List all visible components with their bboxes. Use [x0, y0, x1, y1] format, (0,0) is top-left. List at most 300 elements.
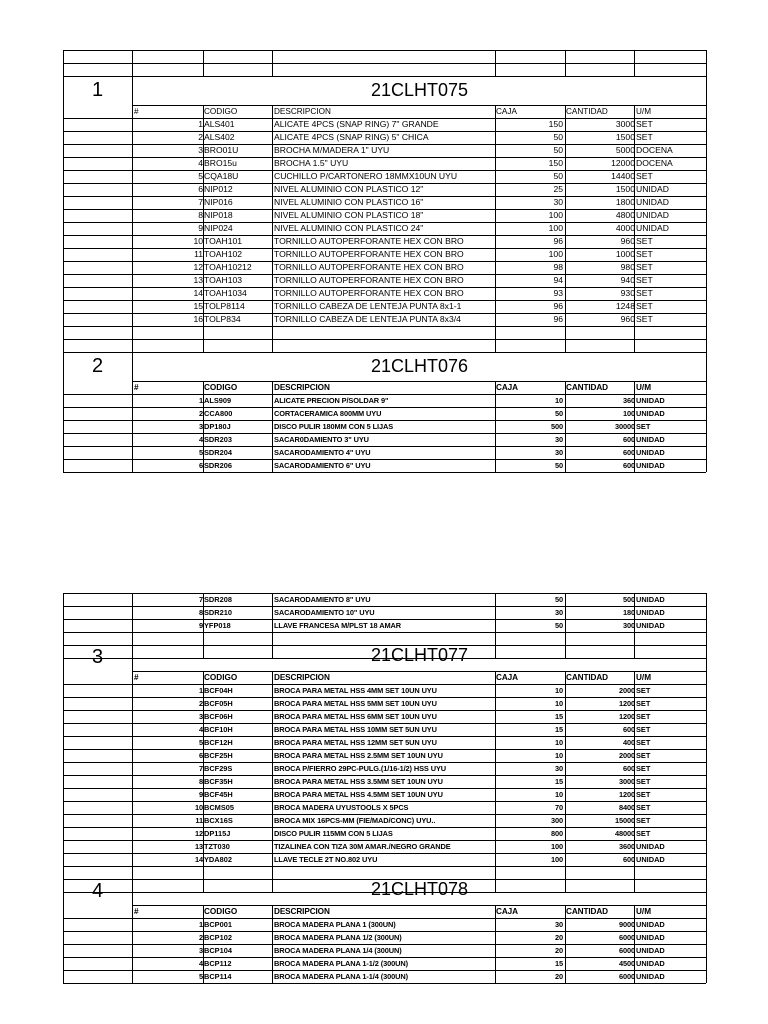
- column-header-descripcion: DESCRIPCION: [274, 383, 330, 392]
- cell: BROCHA M/MADERA 1" UYU: [274, 145, 390, 155]
- grid-line: [63, 381, 64, 394]
- grid-line: [495, 339, 496, 352]
- cell: 5: [198, 738, 203, 747]
- cell: SET: [636, 301, 653, 311]
- cell: 400: [622, 738, 635, 747]
- cell: BROCA PARA METAL HSS 4.5MM SET 10UN UYU: [274, 790, 443, 799]
- column-header-caja: CAJA: [496, 907, 518, 916]
- grid-line: [634, 326, 635, 339]
- cell: SDR204: [204, 448, 232, 457]
- cell: 3: [198, 422, 203, 431]
- cell: 30: [554, 764, 563, 773]
- cell: 10: [554, 738, 563, 747]
- cell: SACARODAMIENTO 4" UYU: [274, 448, 371, 457]
- grid-line: [706, 157, 707, 170]
- cell: 100: [550, 855, 563, 864]
- grid-line: [132, 905, 133, 918]
- grid-line: [706, 118, 707, 131]
- cell: 20: [554, 946, 563, 955]
- cell: 4: [198, 725, 203, 734]
- cell: BCF06H: [204, 712, 233, 721]
- grid-line: [706, 235, 707, 248]
- cell: SET: [636, 314, 653, 324]
- grid-line: [63, 50, 64, 63]
- cell: 2000: [618, 751, 635, 760]
- grid-line: [132, 105, 133, 118]
- grid-line: [706, 866, 707, 879]
- grid-line: [203, 105, 204, 118]
- cell: 3600: [618, 842, 635, 851]
- column-header-descripcion: DESCRIPCION: [274, 107, 331, 116]
- cell: 15: [554, 777, 563, 786]
- cell: BCP104: [204, 946, 232, 955]
- grid-line: [565, 866, 566, 879]
- grid-line: [63, 866, 64, 879]
- cell: ALS402: [204, 132, 235, 142]
- cell: ALICATE 4PCS (SNAP RING) 5" CHICA: [274, 132, 429, 142]
- grid-line: [706, 944, 707, 957]
- table-row: [63, 144, 706, 157]
- cell: 8: [198, 777, 203, 786]
- cell: SET: [636, 275, 653, 285]
- cell: 10: [554, 396, 563, 405]
- grid-line: [565, 339, 566, 352]
- cell: ALS401: [204, 119, 235, 129]
- grid-line: [203, 632, 204, 645]
- grid-line: [495, 632, 496, 645]
- column-header-cantidad: CANTIDAD: [566, 673, 608, 682]
- grid-line: [63, 339, 706, 340]
- column-header-num: #: [134, 383, 139, 392]
- cell: 300: [550, 816, 563, 825]
- cell: 70: [554, 803, 563, 812]
- grid-line: [63, 658, 64, 671]
- grid-line: [706, 814, 707, 827]
- cell: 25: [553, 184, 563, 194]
- table-row: [63, 697, 706, 710]
- grid-line: [63, 671, 64, 684]
- grid-line: [272, 866, 273, 879]
- grid-line: [272, 905, 273, 918]
- cell: TORNILLO AUTOPERFORANTE HEX CON BRO: [274, 262, 464, 272]
- table-row: [63, 684, 706, 697]
- grid-line: [706, 274, 707, 287]
- grid-line: [706, 710, 707, 723]
- table-row: [63, 606, 706, 619]
- grid-line: [132, 326, 133, 339]
- cell: ALS909: [204, 396, 232, 405]
- cell: UNIDAD: [636, 409, 665, 418]
- cell: UNIDAD: [636, 223, 669, 233]
- cell: NIP016: [204, 197, 233, 207]
- table-row: [63, 209, 706, 222]
- cell: 48000: [614, 829, 635, 838]
- cell: UNIDAD: [636, 210, 669, 220]
- cell: 15: [554, 712, 563, 721]
- grid-line: [706, 170, 707, 183]
- cell: 600: [622, 461, 635, 470]
- cell: 8400: [618, 803, 635, 812]
- table-row: [63, 446, 706, 459]
- grid-line: [706, 762, 707, 775]
- column-header-row: [63, 905, 706, 918]
- table-row: [63, 957, 706, 970]
- cell: UNIDAD: [636, 621, 665, 630]
- cell: BCX16S: [204, 816, 233, 825]
- column-header-cantidad: CANTIDAD: [566, 907, 608, 916]
- grid-line: [706, 76, 707, 105]
- cell: 100: [548, 210, 563, 220]
- cell: 500: [622, 595, 635, 604]
- cell: SET: [636, 764, 651, 773]
- grid-line: [706, 326, 707, 339]
- cell: BROCA P/FIERRO 29PC-PULG.(1/16-1/2) HSS UYU: [274, 764, 447, 773]
- cell: 1200: [618, 712, 635, 721]
- grid-line: [706, 433, 707, 446]
- cell: 600: [622, 435, 635, 444]
- cell: TOAH10212: [204, 262, 252, 272]
- cell: 150: [548, 119, 563, 129]
- cell: SET: [636, 686, 651, 695]
- cell: 2: [198, 132, 203, 142]
- cell: 8: [198, 608, 203, 617]
- cell: 9: [198, 621, 203, 630]
- grid-line: [706, 352, 707, 381]
- cell: 6000: [618, 933, 635, 942]
- cell: 15: [554, 725, 563, 734]
- cell: 940: [620, 275, 635, 285]
- cell: BCF04H: [204, 686, 233, 695]
- cell: SACARODAMIENTO 10" UYU: [274, 608, 375, 617]
- grid-line: [706, 801, 707, 814]
- grid-line: [706, 144, 707, 157]
- cell: 600: [622, 725, 635, 734]
- cell: 2: [198, 933, 203, 942]
- column-header-cantidad: CANTIDAD: [566, 383, 608, 392]
- grid-line: [706, 50, 707, 63]
- cell: 15000: [614, 816, 635, 825]
- grid-line: [63, 905, 64, 918]
- cell: 30: [554, 448, 563, 457]
- cell: 300: [622, 621, 635, 630]
- cell: 3000: [618, 777, 635, 786]
- grid-line: [706, 381, 707, 394]
- grid-line: [63, 50, 706, 51]
- cell: 4800: [615, 210, 635, 220]
- cell: UNIDAD: [636, 448, 665, 457]
- column-header-num: #: [134, 673, 139, 682]
- grid-line: [132, 352, 133, 381]
- section-title: 21CLHT078: [370, 879, 469, 899]
- cell: BCF10H: [204, 725, 233, 734]
- grid-line: [706, 697, 707, 710]
- cell: BROCA PARA METAL HSS 4MM SET 10UN UYU: [274, 686, 437, 695]
- cell: BROCA PARA METAL HSS 10MM SET 5UN UYU: [274, 725, 437, 734]
- section-title: 21CLHT076: [370, 355, 469, 376]
- section-title-band: [63, 352, 706, 381]
- table-row: [63, 235, 706, 248]
- grid-line: [706, 970, 707, 983]
- cell: SET: [636, 725, 651, 734]
- cell: SET: [636, 288, 653, 298]
- grid-line: [63, 632, 64, 645]
- grid-line: [272, 671, 273, 684]
- cell: 7: [198, 595, 203, 604]
- cell: 1500: [615, 132, 635, 142]
- cell: SET: [636, 816, 651, 825]
- cell: 4000: [615, 223, 635, 233]
- cell: TORNILLO AUTOPERFORANTE HEX CON BRO: [274, 249, 464, 259]
- cell: 1: [198, 686, 203, 695]
- grid-line: [272, 50, 273, 63]
- cell: 3: [198, 145, 203, 155]
- grid-line: [706, 606, 707, 619]
- grid-line: [63, 339, 64, 352]
- grid-line: [706, 593, 707, 606]
- cell: NIVEL ALUMINIO CON PLASTICO 12": [274, 184, 424, 194]
- grid-line: [706, 775, 707, 788]
- cell: SET: [636, 738, 651, 747]
- grid-line: [706, 905, 707, 918]
- grid-line: [706, 632, 707, 645]
- table-row: [63, 931, 706, 944]
- table-row: [63, 801, 706, 814]
- section-title: 21CLHT075: [370, 79, 469, 100]
- grid-line: [63, 352, 64, 381]
- cell: 12: [194, 829, 203, 838]
- cell: NIP024: [204, 223, 233, 233]
- cell: 4500: [618, 959, 635, 968]
- table-row: [63, 827, 706, 840]
- cell: BROCA PARA METAL HSS 2.5MM SET 10UN UYU: [274, 751, 443, 760]
- cell: TZT030: [204, 842, 230, 851]
- grid-line: [203, 381, 204, 394]
- cell: CQA18U: [204, 171, 239, 181]
- grid-line: [706, 723, 707, 736]
- grid-line: [706, 931, 707, 944]
- section-index: 2: [91, 354, 104, 377]
- grid-line: [495, 671, 496, 684]
- cell: UNIDAD: [636, 842, 665, 851]
- cell: BCF29S: [204, 764, 233, 773]
- section-title-band: [63, 645, 706, 671]
- cell: SACARODAMIENTO 6" UYU: [274, 461, 371, 470]
- column-header-codigo: CODIGO: [204, 673, 238, 682]
- cell: 980: [620, 262, 635, 272]
- cell: 100: [622, 409, 635, 418]
- grid-line: [634, 671, 635, 684]
- cell: 50: [554, 461, 563, 470]
- cell: SET: [636, 790, 651, 799]
- grid-line: [63, 632, 706, 633]
- grid-line: [132, 866, 133, 879]
- cell: TORNILLO AUTOPERFORANTE HEX CON BRO: [274, 275, 464, 285]
- column-header-caja: CAJA: [496, 107, 517, 116]
- cell: 30: [554, 920, 563, 929]
- grid-line: [565, 50, 566, 63]
- cell: UNIDAD: [636, 855, 665, 864]
- grid-line: [132, 632, 133, 645]
- cell: DP180J: [204, 422, 231, 431]
- table-row: [63, 407, 706, 420]
- cell: SACARODAMIENTO 8" UYU: [274, 595, 371, 604]
- cell: SET: [636, 249, 653, 259]
- cell: CCA800: [204, 409, 233, 418]
- cell: 20: [554, 933, 563, 942]
- cell: BROCA MADERA PLANA 1 (300UN): [274, 920, 396, 929]
- grid-line: [706, 394, 707, 407]
- cell: TOAH102: [204, 249, 243, 259]
- grid-line: [706, 131, 707, 144]
- table-row: [63, 723, 706, 736]
- table-row: [63, 762, 706, 775]
- column-header-caja: CAJA: [496, 383, 518, 392]
- cell: BROCA MADERA PLANA 1-1/2 (300UN): [274, 959, 408, 968]
- cell: UNIDAD: [636, 608, 665, 617]
- section-title: 21CLHT077: [370, 645, 469, 665]
- cell: BROCA PARA METAL HSS 3.5MM SET 10UN UYU: [274, 777, 443, 786]
- cell: 150: [548, 158, 563, 168]
- grid-line: [706, 749, 707, 762]
- table-row: [63, 313, 706, 326]
- cell: TORNILLO AUTOPERFORANTE HEX CON BRO: [274, 236, 464, 246]
- table-row: [63, 222, 706, 235]
- cell: NIVEL ALUMINIO CON PLASTICO 24": [274, 223, 424, 233]
- cell: SET: [636, 751, 651, 760]
- grid-line: [634, 339, 635, 352]
- cell: NIVEL ALUMINIO CON PLASTICO 18": [274, 210, 424, 220]
- section-index: 4: [91, 880, 104, 902]
- cell: 5000: [615, 145, 635, 155]
- cell: 15: [554, 959, 563, 968]
- section-index: 1: [91, 78, 104, 101]
- cell: 100: [548, 223, 563, 233]
- grid-line: [706, 313, 707, 326]
- cell: SET: [636, 777, 651, 786]
- cell: BCP114: [204, 972, 232, 981]
- grid-line: [565, 671, 566, 684]
- cell: YDA802: [204, 855, 232, 864]
- cell: 3000: [615, 119, 635, 129]
- cell: 6: [198, 461, 203, 470]
- cell: UNIDAD: [636, 920, 665, 929]
- cell: SET: [636, 803, 651, 812]
- column-header-row: [63, 381, 706, 394]
- cell: 50: [553, 171, 563, 181]
- grid-line: [706, 658, 707, 671]
- cell: 600: [622, 764, 635, 773]
- table-row: [63, 274, 706, 287]
- grid-line: [706, 339, 707, 352]
- cell: 1500: [615, 184, 635, 194]
- cell: DOCENA: [636, 145, 673, 155]
- cell: BROCA MADERA PLANA 1/4 (300UN): [274, 946, 402, 955]
- grid-line: [132, 339, 133, 352]
- table-row: [63, 788, 706, 801]
- cell: 1000: [615, 249, 635, 259]
- cell: 10: [194, 803, 203, 812]
- grid-line: [706, 736, 707, 749]
- grid-line: [706, 222, 707, 235]
- table-row: [63, 261, 706, 274]
- grid-line: [706, 105, 707, 118]
- grid-line: [634, 381, 635, 394]
- grid-line: [706, 619, 707, 632]
- grid-line: [495, 905, 496, 918]
- cell: 12000: [611, 158, 635, 168]
- cell: UNIDAD: [636, 595, 665, 604]
- cell: 50: [554, 409, 563, 418]
- grid-line: [706, 788, 707, 801]
- cell: TORNILLO AUTOPERFORANTE HEX CON BRO: [274, 288, 464, 298]
- cell: LLAVE TECLE 2T NO.802 UYU: [274, 855, 378, 864]
- cell: NIP012: [204, 184, 233, 194]
- grid-line: [132, 381, 133, 394]
- cell: 960: [620, 236, 635, 246]
- cell: ALICATE 4PCS (SNAP RING) 7" GRANDE: [274, 119, 439, 129]
- cell: 1200: [618, 790, 635, 799]
- cell: 360: [622, 396, 635, 405]
- cell: 9: [198, 790, 203, 799]
- cell: UNIDAD: [636, 396, 665, 405]
- column-header-codigo: CODIGO: [204, 107, 238, 116]
- cell: BCF35H: [204, 777, 233, 786]
- grid-line: [132, 671, 133, 684]
- grid-line: [63, 326, 64, 339]
- cell: 10: [554, 751, 563, 760]
- cell: LLAVE FRANCESA M/PLST 18 AMAR: [274, 621, 401, 630]
- column-header-num: #: [134, 907, 139, 916]
- cell: TIZALINEA CON TIZA 30M AMAR./NEGRO GRANDE: [274, 842, 451, 851]
- cell: SDR203: [204, 435, 232, 444]
- cell: BRO01U: [204, 145, 239, 155]
- grid-line: [63, 326, 706, 327]
- grid-line: [634, 866, 635, 879]
- section-title-band: [63, 879, 706, 905]
- cell: 800: [550, 829, 563, 838]
- grid-line: [63, 983, 706, 984]
- grid-line: [203, 339, 204, 352]
- cell: SET: [636, 422, 651, 431]
- grid-line: [63, 472, 706, 473]
- table-row: [63, 853, 706, 866]
- cell: 10: [554, 790, 563, 799]
- cell: BCF25H: [204, 751, 233, 760]
- cell: UNIDAD: [636, 197, 669, 207]
- grid-line: [272, 381, 273, 394]
- table-row: [63, 970, 706, 983]
- column-header-row: [63, 105, 706, 118]
- cell: UNIDAD: [636, 933, 665, 942]
- cell: SDR210: [204, 608, 232, 617]
- section-index: 3: [91, 646, 104, 668]
- cell: 14: [193, 288, 203, 298]
- column-header-codigo: CODIGO: [204, 907, 238, 916]
- cell: 30000: [614, 422, 635, 431]
- cell: 600: [622, 448, 635, 457]
- cell: 30: [553, 197, 563, 207]
- grid-line: [203, 326, 204, 339]
- table-row: [63, 775, 706, 788]
- cell: TOAH1034: [204, 288, 247, 298]
- grid-line: [495, 63, 496, 76]
- cell: 930: [620, 288, 635, 298]
- cell: 960: [620, 314, 635, 324]
- cell: BCP001: [204, 920, 232, 929]
- cell: 15: [193, 301, 203, 311]
- cell: 9: [198, 223, 203, 233]
- cell: 50: [553, 145, 563, 155]
